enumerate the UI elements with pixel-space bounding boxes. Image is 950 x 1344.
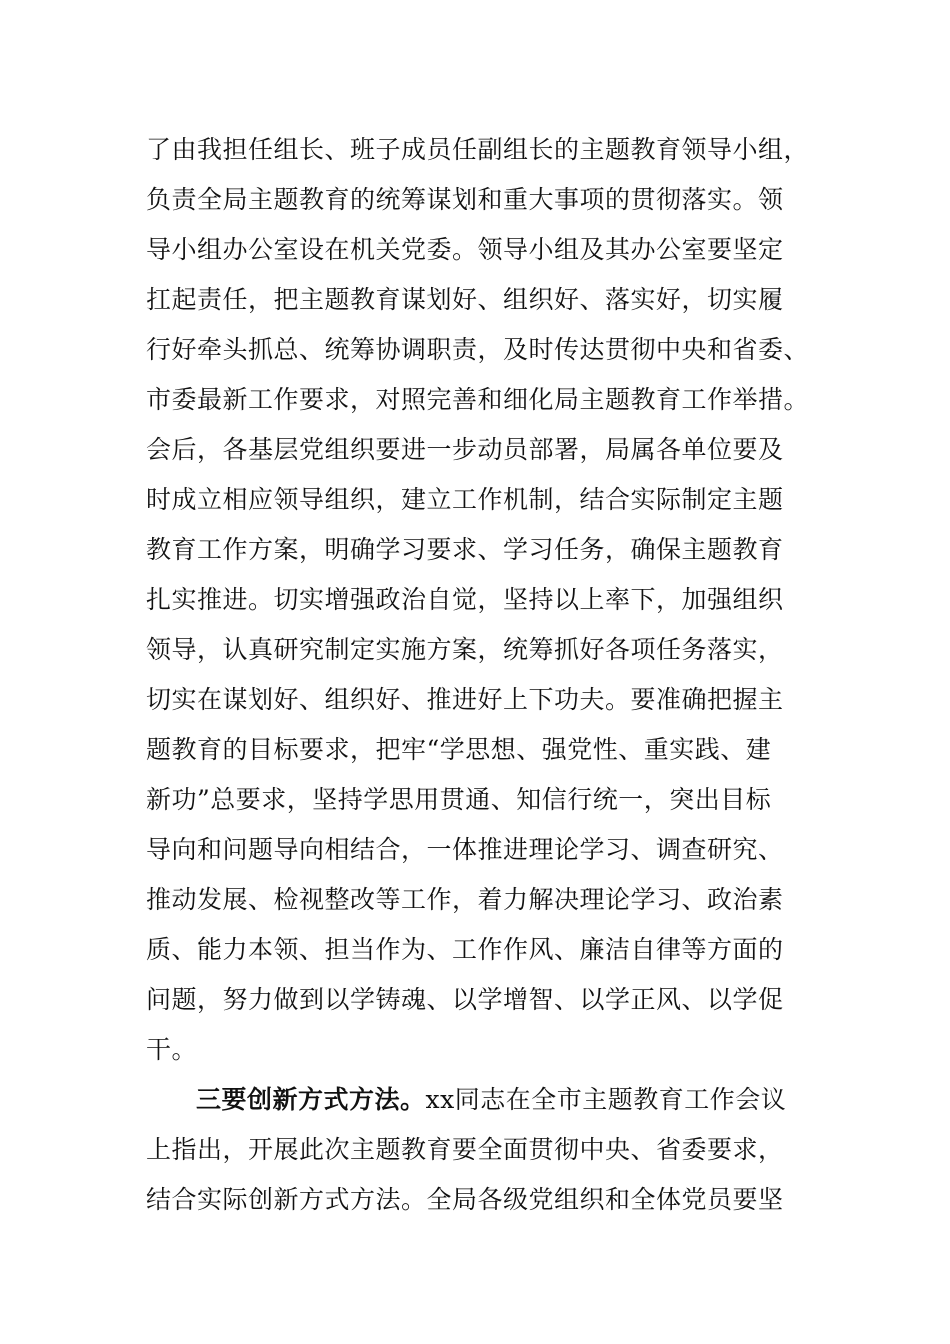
paragraph-line: 质、能力本领、担当作为、工作作风、廉洁自律等方面的 xyxy=(146,935,784,964)
paragraph-line: 教育工作方案，明确学习要求、学习任务，确保主题教育 xyxy=(146,535,784,564)
paragraph-line: 了由我担任组长、班子成员任副组长的主题教育领导小组， xyxy=(146,135,810,164)
paragraph-line: 干。 xyxy=(146,1035,198,1064)
paragraph-line: 导小组办公室设在机关党委。领导小组及其办公室要坚定 xyxy=(146,235,784,264)
paragraph-line: 时成立相应领导组织，建立工作机制，结合实际制定主题 xyxy=(146,485,784,514)
paragraph-line: 问题，努力做到以学铸魂、以学增智、以学正风、以学促 xyxy=(146,985,784,1014)
paragraph-line: 结合实际创新方式方法。全局各级党组织和全体党员要坚 xyxy=(146,1185,784,1214)
paragraph-line: 上指出，开展此次主题教育要全面贯彻中央、省委要求， xyxy=(146,1135,784,1164)
paragraph-line: 推动发展、检视整改等工作，着力解决理论学习、政治素 xyxy=(146,885,784,914)
paragraph-line: 负责全局主题教育的统筹谋划和重大事项的贯彻落实。领 xyxy=(146,185,784,214)
paragraph-first-line xyxy=(196,1085,786,1115)
paragraph-line: 扎实推进。切实增强政治自觉，坚持以上率下，加强组织 xyxy=(146,585,784,614)
paragraph-line: 扛起责任，把主题教育谋划好、组织好、落实好，切实履 xyxy=(146,285,784,314)
paragraph-line: 新功”总要求，坚持学思用贯通、知信行统一，突出目标 xyxy=(146,785,772,814)
paragraph-line: 导向和问题导向相结合，一体推进理论学习、调查研究、 xyxy=(146,835,784,864)
paragraph-line: 题教育的目标要求，把牢“学思想、强党性、重实践、建 xyxy=(146,735,772,764)
paragraph-line: 行好牵头抓总、统筹协调职责，及时传达贯彻中央和省委、 xyxy=(146,335,810,364)
paragraph-line: 切实在谋划好、组织好、推进好上下功夫。要准确把握主 xyxy=(146,685,784,714)
paragraph-line: 会后，各基层党组织要进一步动员部署，局属各单位要及 xyxy=(146,435,784,464)
paragraph-line: 领导，认真研究制定实施方案，统筹抓好各项任务落实， xyxy=(146,635,784,664)
section-heading: 三要创新方式方法。 xyxy=(196,1085,426,1114)
paragraph-text: xx同志在全市主题教育工作会议 xyxy=(425,1085,787,1114)
paragraph-line: 市委最新工作要求，对照完善和细化局主题教育工作举措。 xyxy=(146,385,810,414)
